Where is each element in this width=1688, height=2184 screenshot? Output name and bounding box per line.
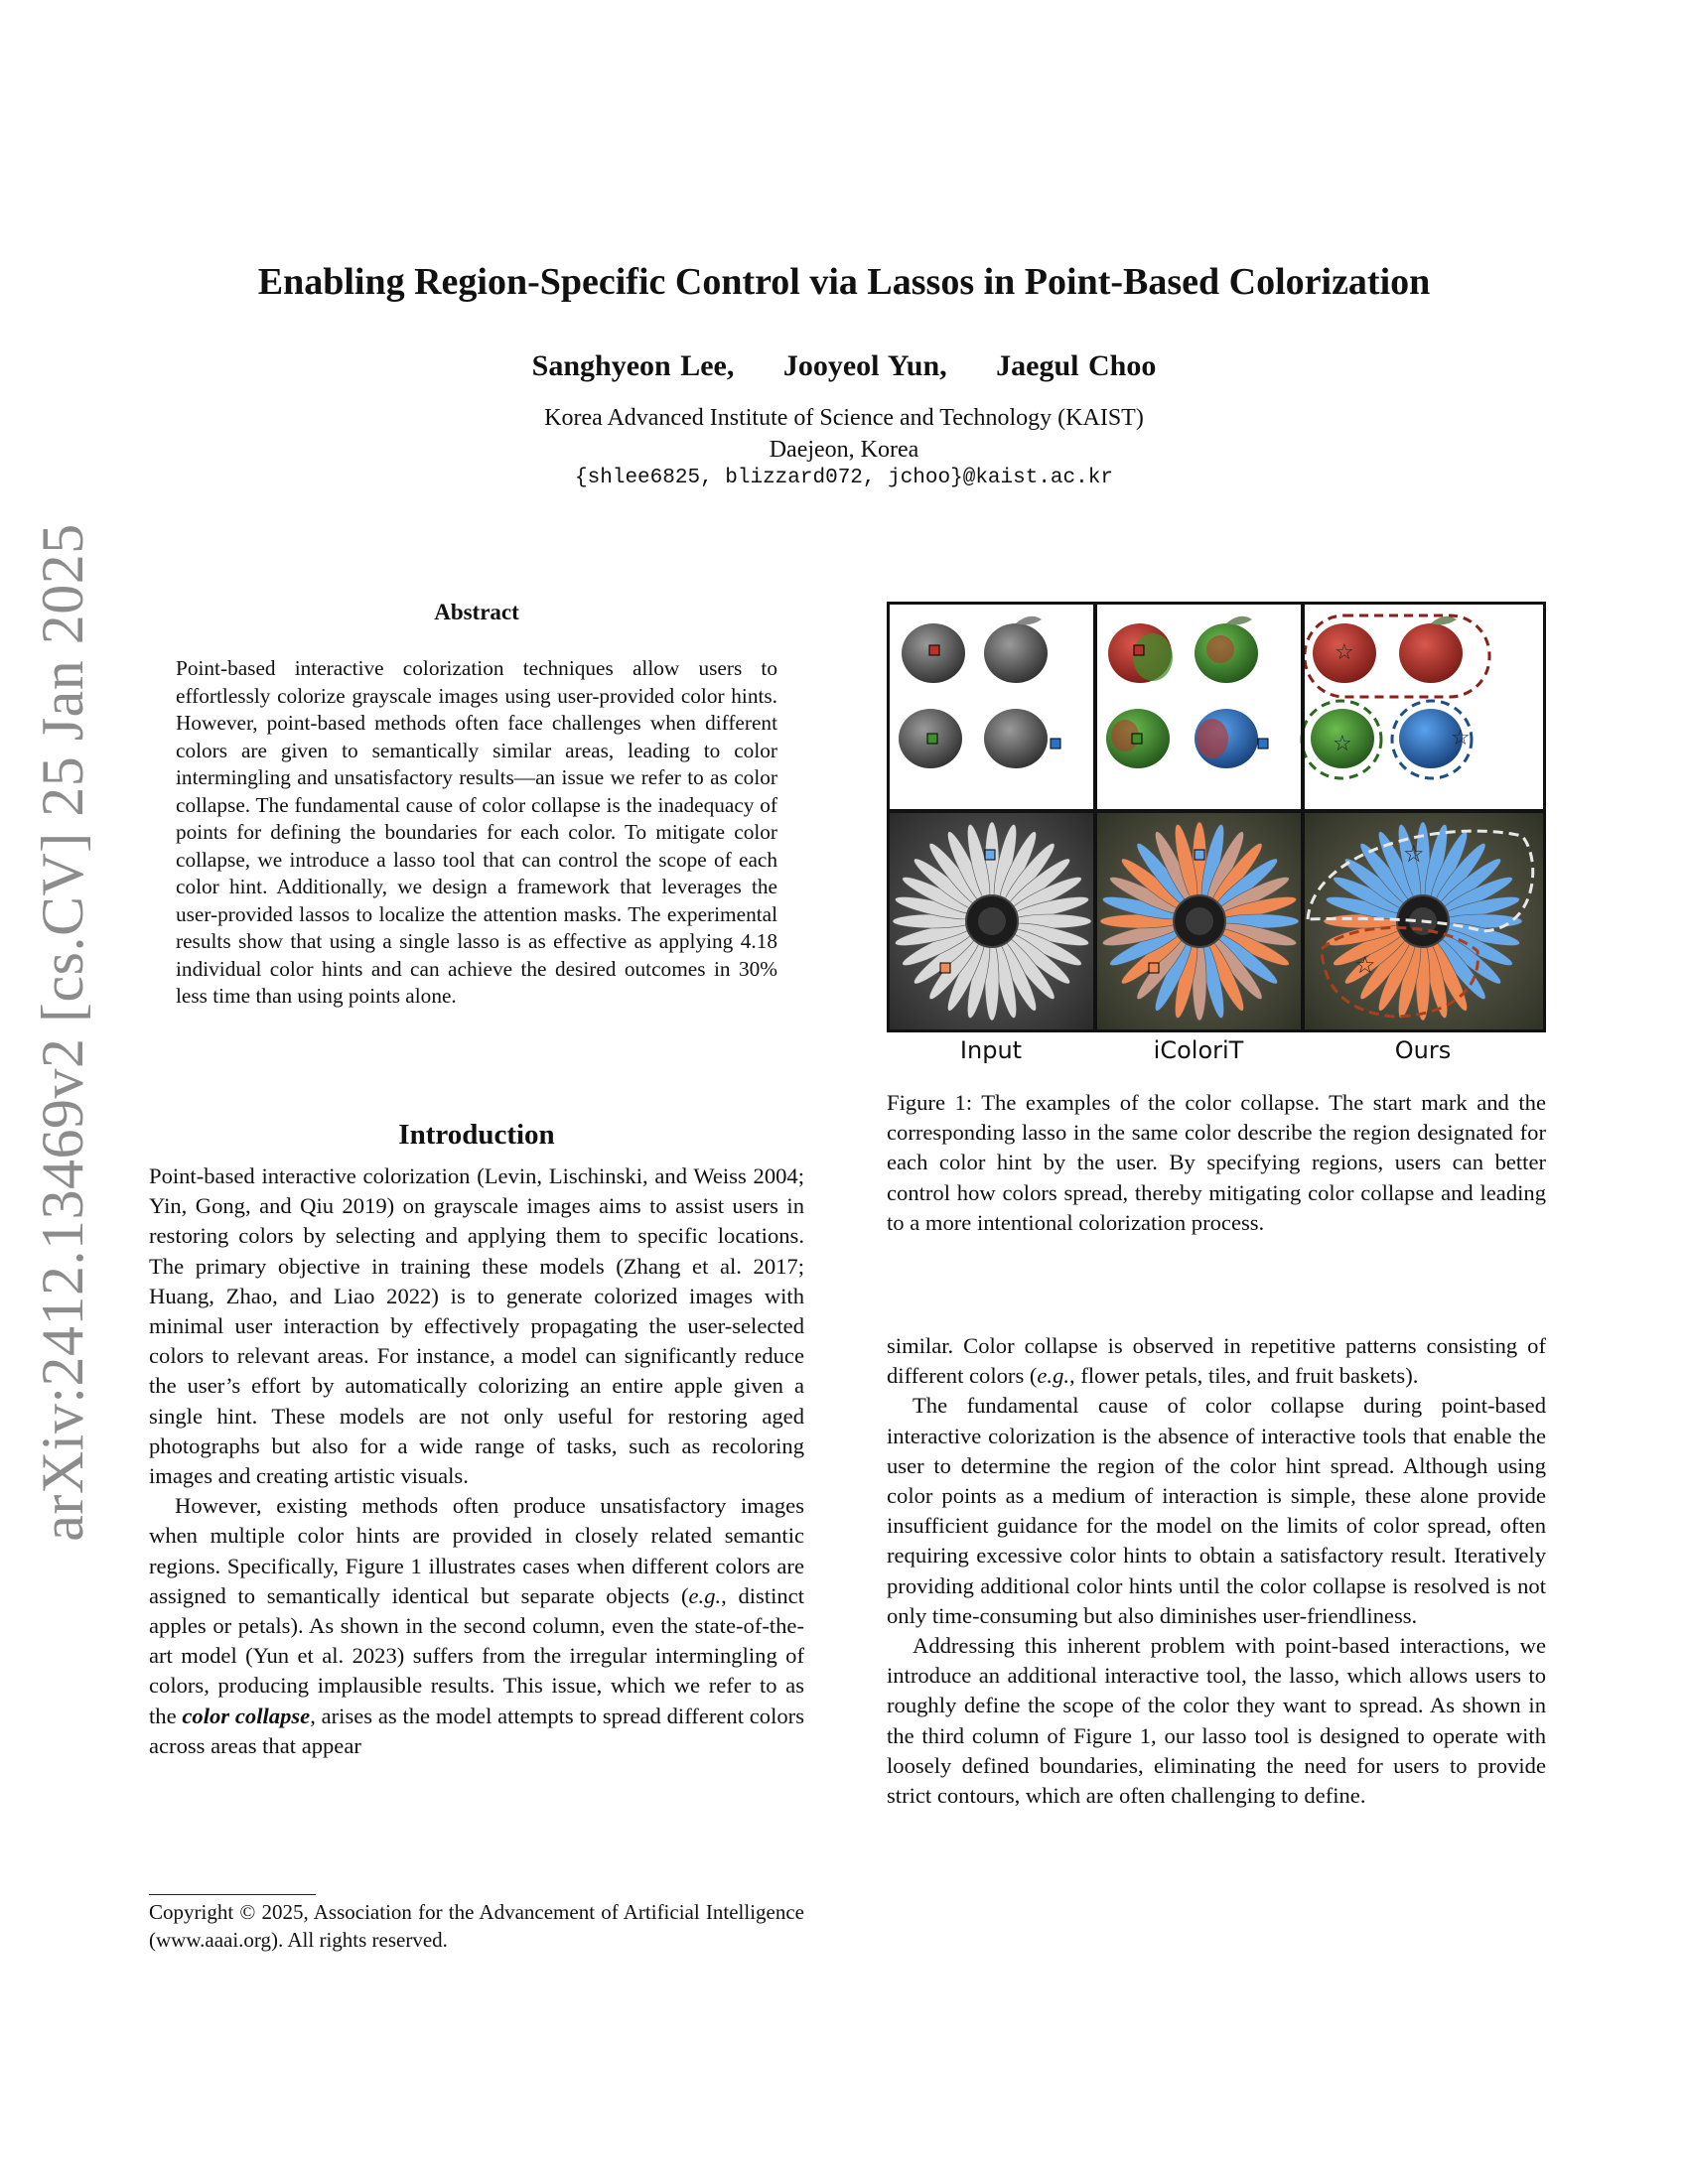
arxiv-stamp: arXiv:2412.13469v2 [cs.CV] 25 Jan 2025	[29, 523, 95, 1542]
flower-center-inner	[1186, 907, 1213, 935]
intro-p2-text-b: , distinct apples or petals). As shown in the second column, even the state-of-the-art model (Yun et al. 2023) suffers from the irregular intermingling of colors, producing implausible results. This issue, which we refer to as the	[149, 1582, 804, 1728]
intro-paragraph-2	[149, 1491, 804, 1761]
icolorit-hint-orange	[1149, 963, 1159, 973]
term-color-collapse: color collapse	[182, 1703, 311, 1728]
copyright-footnote: Copyright © 2025, Association for the Advancement of Artificial Intelligence (www.aaai.org). All rights reserved.	[149, 1900, 804, 1952]
paper-title: Enabling Region-Specific Control via Lassos in Point-Based Colorization	[257, 261, 1431, 303]
abstract-text: Point-based interactive colorization techniques allow users to effortlessly colorize grayscale images using user-provided color hints. However, point-based methods often face challenges when different colors are given to semantically similar areas, leading to color intermingling and unsatisfactory results—an issue we refer to as color collapse. The fundamental cause of color collapse is the inadequacy of points for defining the boundaries for each color. To mitigate color collapse, we introduce a lasso tool that can control the scope of each color hint. Additionally, we design a framework that leverages the user-provided lassos to localize the attention masks. The experimental results show that using a single lasso is as effective as applying 4.18 individual color hints and can achieve the desired outcomes in 30% less time than using points alone.	[176, 656, 777, 1008]
star-mark-petals-blue: ☆	[1403, 840, 1425, 868]
star-mark-petals-orange: ☆	[1354, 951, 1376, 979]
author-3: Jaegul Choo	[996, 349, 1157, 382]
star-mark-red: ☆	[1335, 640, 1354, 665]
right-paragraph-2: The fundamental cause of color collapse during point-based interactive colorization is the absence of interactive tools that enable the user to determine the region of the color hint spread. Although using color points as a medium of interaction is simple, these alone provide insufficient guidance for the model on the limits of color spread, often requiring excessive color hints to obtain a satisfactory result. Iteratively providing additional color hints until the color collapse is resolved is not only time-consuming but also diminishes user-friendliness.	[887, 1393, 1546, 1628]
star-mark-green: ☆	[1333, 732, 1352, 756]
input-hint-blue	[985, 850, 995, 860]
abstract-heading: Abstract	[434, 600, 519, 624]
footnote-rule	[149, 1894, 316, 1895]
column-label-icolorit: iColoriT	[1153, 1036, 1244, 1064]
input-hint-orange	[940, 963, 950, 973]
affiliation	[0, 402, 1688, 466]
intro-p2-eg: e.g.	[688, 1582, 722, 1608]
right-column-body	[887, 1331, 1546, 1811]
figure-1-column-labels	[887, 1036, 1546, 1066]
intro-p2-text-a: However, existing methods often produce unsatisfactory images when multiple color hints are provided in closely related semantic regions. Specifically, Figure 1 illustrates cases when different colors are assigned to semantically identical but separate objects (	[149, 1493, 804, 1608]
right-paragraph-3: Addressing this inherent problem with point-based interactions, we introduce an additional interactive tool, the lasso, which allows users to roughly define the scope of the color they want to spread. As shown in the third column of Figure 1, our lasso tool is designed to operate with loosely defined boundaries, eliminating the need for users to provide strict contours, which are often challenging to define.	[887, 1633, 1546, 1809]
right-paragraph-1	[887, 1331, 1546, 1391]
introduction-heading: Introduction	[398, 1119, 555, 1151]
author-emails: {shlee6825, blizzard072, jchoo}@kaist.ac.kr	[575, 467, 1113, 489]
intro-paragraph-1: Point-based interactive colorization (Levin, Lischinski, and Weiss 2004; Yin, Gong, and Qiu 2019) on grayscale images aims to assist users in restoring colors by selecting and applying them to specific locations. The primary objective in training these models (Zhang et al. 2017; Huang, Zhao, and Liao 2022) is to generate colorized images with minimal user interaction by effectively propagating the user-selected colors to relevant areas. For instance, a model can significantly reduce the user’s effort by automatically colorizing an entire apple given a single hint. These models are not only useful for restoring aged photographs but also for a wide range of tasks, such as recoloring images and creating artistic visuals.	[149, 1163, 804, 1489]
figure-1	[887, 602, 1546, 1032]
intro-p2-text-c: , arises as the model attempts to spread different colors across areas that appear	[149, 1703, 804, 1758]
author-list	[0, 349, 1688, 383]
right-p1-eg: e.g.	[1037, 1363, 1070, 1389]
figure-1-image-grid	[887, 602, 1546, 1032]
column-label-input: Input	[959, 1036, 1023, 1064]
flower-center-inner	[978, 907, 1006, 935]
figure-1-caption: Figure 1: The examples of the color collapse. The start mark and the corresponding lasso in the same color describe the region designated for each color hint by the user. By specifying regions, users can better control how colors spread, thereby mitigating color collapse and leading to a more intentional colorization process.	[887, 1090, 1546, 1235]
right-p1-text-a: similar. Color collapse is observed in repetitive patterns consisting of different colors (	[887, 1333, 1546, 1389]
affiliation-location: Daejeon, Korea	[769, 437, 919, 463]
affiliation-institute: Korea Advanced Institute of Science and Technology (KAIST)	[544, 405, 1144, 431]
star-mark-blue: ☆	[1451, 726, 1471, 751]
icolorit-hint-blue	[1195, 850, 1204, 860]
column-label-ours: Ours	[1394, 1036, 1452, 1064]
author-1: Sanghyeon Lee,	[531, 349, 735, 382]
introduction-body	[149, 1161, 804, 1761]
right-p1-text-b: , flower petals, tiles, and fruit baskets).	[1069, 1363, 1419, 1389]
author-2: Jooyeol Yun,	[782, 349, 947, 382]
